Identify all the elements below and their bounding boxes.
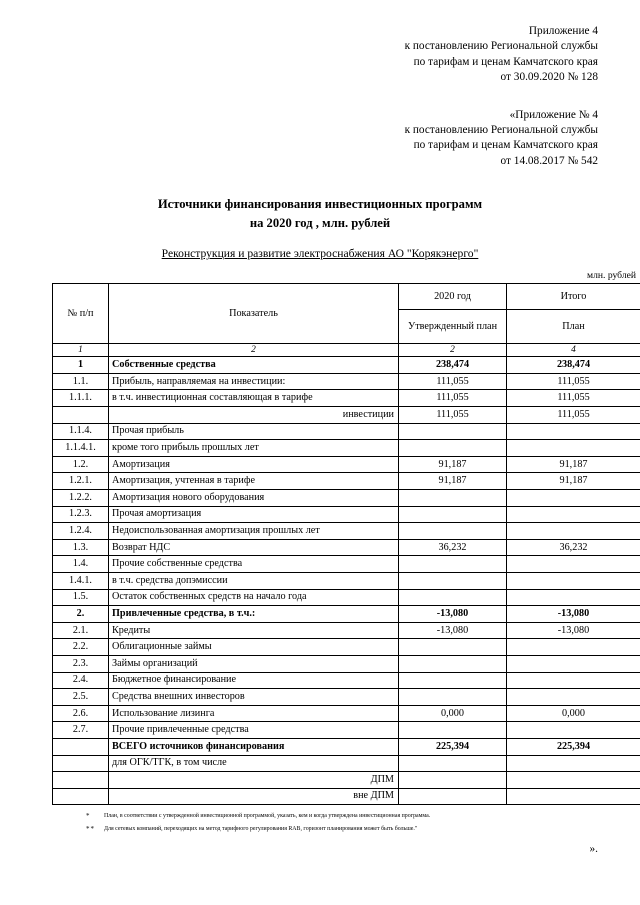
row-indicator-name: Прочие собственные средства — [109, 556, 399, 573]
row-approved-plan-value: 238,474 — [399, 357, 507, 374]
row-indicator-name: Займы организаций — [109, 655, 399, 672]
row-indicator-name: Остаток собственных средств на начало года — [109, 589, 399, 606]
column-header-total: Итого — [507, 284, 640, 310]
row-total-plan-value: 111,055 — [507, 390, 640, 407]
table-body — [53, 357, 640, 805]
row-number: 2.6. — [53, 705, 109, 722]
table-row — [53, 772, 640, 789]
table-row — [53, 622, 640, 639]
row-approved-plan-value — [399, 689, 507, 706]
row-indicator-name: кроме того прибыль прошлых лет — [109, 440, 399, 457]
row-total-plan-value: 111,055 — [507, 373, 640, 390]
row-indicator-name: в т.ч. инвестиционная составляющая в тарифе — [109, 390, 399, 407]
table-row — [53, 390, 640, 407]
table-row — [53, 506, 640, 523]
row-number: 1.3. — [53, 539, 109, 556]
row-number: 2.4. — [53, 672, 109, 689]
row-indicator-name: Бюджетное финансирование — [109, 672, 399, 689]
row-number — [53, 755, 109, 772]
row-number — [53, 788, 109, 805]
row-number: 1 — [53, 357, 109, 374]
row-indicator-name: Прочие привлеченные средства — [109, 722, 399, 739]
row-indicator-name: Прочая амортизация — [109, 506, 399, 523]
table-row — [53, 689, 640, 706]
table-row — [53, 672, 640, 689]
table-row — [53, 572, 640, 589]
row-approved-plan-value — [399, 672, 507, 689]
row-indicator-name: инвестиции — [109, 407, 399, 424]
row-number: 1.1. — [53, 373, 109, 390]
row-number — [53, 738, 109, 755]
column-number: 1 — [53, 344, 109, 357]
appendix-ref-line: «Приложение № 4 — [509, 108, 598, 121]
row-total-plan-value — [507, 490, 640, 507]
row-indicator-name: ВСЕГО источников финансирования — [109, 738, 399, 755]
row-total-plan-value — [507, 772, 640, 789]
row-number: 1.1.4. — [53, 423, 109, 440]
page-title — [0, 195, 640, 233]
row-number: 2.3. — [53, 655, 109, 672]
row-total-plan-value — [507, 689, 640, 706]
row-indicator-name: Средства внешних инвесторов — [109, 689, 399, 706]
row-number: 1.4. — [53, 556, 109, 573]
row-approved-plan-value: 225,394 — [399, 738, 507, 755]
row-total-plan-value: -13,080 — [507, 606, 640, 623]
table-row — [53, 440, 640, 457]
column-header-year: 2020 год — [399, 284, 507, 310]
footnote-marker: * — [86, 812, 91, 821]
appendix-ref-line: по тарифам и ценам Камчатского края — [413, 55, 598, 68]
table-row — [53, 473, 640, 490]
row-indicator-name: для ОГК/ТГК, в том числе — [109, 755, 399, 772]
row-total-plan-value — [507, 755, 640, 772]
row-number: 1.1.1. — [53, 390, 109, 407]
row-indicator-name: Использование лизинга — [109, 705, 399, 722]
row-total-plan-value — [507, 506, 640, 523]
row-total-plan-value: 111,055 — [507, 407, 640, 424]
appendix-ref-line: к постановлению Региональной службы — [404, 40, 598, 53]
table-row — [53, 639, 640, 656]
column-number: 2 — [399, 344, 507, 357]
row-total-plan-value: 36,232 — [507, 539, 640, 556]
table-row — [53, 589, 640, 606]
table-row — [53, 606, 640, 623]
row-approved-plan-value — [399, 556, 507, 573]
page-subtitle — [0, 246, 640, 261]
row-indicator-name: ДПМ — [109, 772, 399, 789]
row-number: 2. — [53, 606, 109, 623]
financing-sources-table — [52, 283, 640, 805]
row-approved-plan-value — [399, 722, 507, 739]
appendix-ref-line: по тарифам и ценам Камчатского края — [413, 139, 598, 152]
column-header-plan: План — [507, 310, 640, 344]
row-approved-plan-value — [399, 423, 507, 440]
row-total-plan-value — [507, 572, 640, 589]
row-approved-plan-value: 91,187 — [399, 456, 507, 473]
row-approved-plan-value — [399, 772, 507, 789]
footnote-item — [86, 812, 640, 821]
footnote-marker: ** — [86, 825, 95, 834]
row-approved-plan-value: 0,000 — [399, 705, 507, 722]
column-header-number: № п/п — [53, 284, 109, 344]
row-number: 2.7. — [53, 722, 109, 739]
row-indicator-name: Амортизация нового оборудования — [109, 490, 399, 507]
row-total-plan-value: 91,187 — [507, 456, 640, 473]
row-approved-plan-value — [399, 639, 507, 656]
table-row — [53, 373, 640, 390]
row-approved-plan-value: 111,055 — [399, 390, 507, 407]
table-row — [53, 423, 640, 440]
table-row — [53, 722, 640, 739]
footnotes — [86, 812, 640, 834]
row-total-plan-value — [507, 639, 640, 656]
appendix-reference-original — [0, 86, 640, 170]
row-indicator-name: Недоиспользованная амортизация прошлых лет — [109, 523, 399, 540]
row-approved-plan-value — [399, 572, 507, 589]
table-row — [53, 755, 640, 772]
table-row — [53, 738, 640, 755]
row-total-plan-value — [507, 672, 640, 689]
row-approved-plan-value — [399, 788, 507, 805]
row-total-plan-value — [507, 788, 640, 805]
column-header-approved-plan: Утвержденный план — [399, 310, 507, 344]
appendix-ref-line: Приложение 4 — [528, 25, 598, 37]
row-total-plan-value: 0,000 — [507, 705, 640, 722]
table-row — [53, 523, 640, 540]
column-number-row — [53, 344, 640, 357]
row-number: 1.5. — [53, 589, 109, 606]
row-approved-plan-value: -13,080 — [399, 606, 507, 623]
appendix-reference-current — [0, 0, 640, 86]
table-row — [53, 456, 640, 473]
row-number: 2.1. — [53, 622, 109, 639]
table-row — [53, 556, 640, 573]
row-total-plan-value: 225,394 — [507, 738, 640, 755]
table-header-row — [53, 284, 640, 310]
row-indicator-name: Облигационные займы — [109, 639, 399, 656]
row-indicator-name: Привлеченные средства, в т.ч.: — [109, 606, 399, 623]
row-indicator-name: Амортизация, учтенная в тарифе — [109, 473, 399, 490]
table-row — [53, 655, 640, 672]
column-number: 2 — [109, 344, 399, 357]
appendix-ref-line: от 30.09.2020 № 128 — [500, 71, 598, 84]
row-indicator-name: Амортизация — [109, 456, 399, 473]
row-number: 1.4.1. — [53, 572, 109, 589]
table-row — [53, 490, 640, 507]
page-title-line1: Источники финансирования инвестиционных программ — [157, 197, 483, 212]
page-subtitle-text: Реконструкция и развитие электроснабжения АО "Корякэнерго" — [161, 247, 479, 261]
table-row — [53, 407, 640, 424]
row-total-plan-value — [507, 423, 640, 440]
footnote-text: План, в соответствии с утвержденной инвестиционной программой, указать, кем и когда утверждена инвестиционная программа. — [104, 813, 431, 820]
row-approved-plan-value — [399, 506, 507, 523]
row-total-plan-value: 91,187 — [507, 473, 640, 490]
row-number: 2.5. — [53, 689, 109, 706]
row-number: 1.1.4.1. — [53, 440, 109, 457]
row-approved-plan-value: 36,232 — [399, 539, 507, 556]
row-indicator-name: вне ДПМ — [109, 788, 399, 805]
table-row — [53, 788, 640, 805]
row-indicator-name: Кредиты — [109, 622, 399, 639]
row-indicator-name: Собственные средства — [109, 357, 399, 374]
row-approved-plan-value: -13,080 — [399, 622, 507, 639]
row-indicator-name: Прочая прибыль — [109, 423, 399, 440]
appendix-ref-line: от 14.08.2017 № 542 — [500, 154, 598, 167]
row-total-plan-value: 238,474 — [507, 357, 640, 374]
row-number: 1.2.2. — [53, 490, 109, 507]
row-total-plan-value — [507, 556, 640, 573]
row-indicator-name: Прибыль, направляемая на инвестиции: — [109, 373, 399, 390]
column-header-indicator: Показатель — [109, 284, 399, 344]
table-row — [53, 705, 640, 722]
row-number: 1.2.1. — [53, 473, 109, 490]
row-approved-plan-value: 111,055 — [399, 407, 507, 424]
page-title-line2: на 2020 год , млн. рублей — [249, 216, 391, 231]
row-total-plan-value — [507, 440, 640, 457]
appendix-ref-line: к постановлению Региональной службы — [404, 124, 598, 137]
row-approved-plan-value: 91,187 — [399, 473, 507, 490]
row-number: 1.2.4. — [53, 523, 109, 540]
row-indicator-name: Возврат НДС — [109, 539, 399, 556]
row-number — [53, 407, 109, 424]
row-approved-plan-value — [399, 589, 507, 606]
table-row — [53, 539, 640, 556]
units-caption: млн. рублей — [587, 270, 636, 282]
row-approved-plan-value — [399, 523, 507, 540]
footnote-item — [86, 825, 640, 834]
row-number: 1.2. — [53, 456, 109, 473]
row-total-plan-value — [507, 523, 640, 540]
row-total-plan-value — [507, 589, 640, 606]
row-approved-plan-value — [399, 755, 507, 772]
row-approved-plan-value — [399, 490, 507, 507]
table-row — [53, 357, 640, 374]
row-approved-plan-value: 111,055 — [399, 373, 507, 390]
row-number — [53, 772, 109, 789]
row-total-plan-value — [507, 722, 640, 739]
column-number: 4 — [507, 344, 640, 357]
row-number: 1.2.3. — [53, 506, 109, 523]
row-number: 2.2. — [53, 639, 109, 656]
row-total-plan-value — [507, 655, 640, 672]
row-total-plan-value: -13,080 — [507, 622, 640, 639]
row-approved-plan-value — [399, 655, 507, 672]
row-approved-plan-value — [399, 440, 507, 457]
row-indicator-name: в т.ч. средства допэмиссии — [109, 572, 399, 589]
footnote-text: Для сетевых компаний, переходящих на метод тарифного регулирования RAB, горизонт планирования может быть больше." — [104, 826, 418, 833]
table-head — [53, 284, 640, 357]
closing-quote: ». — [589, 843, 598, 856]
